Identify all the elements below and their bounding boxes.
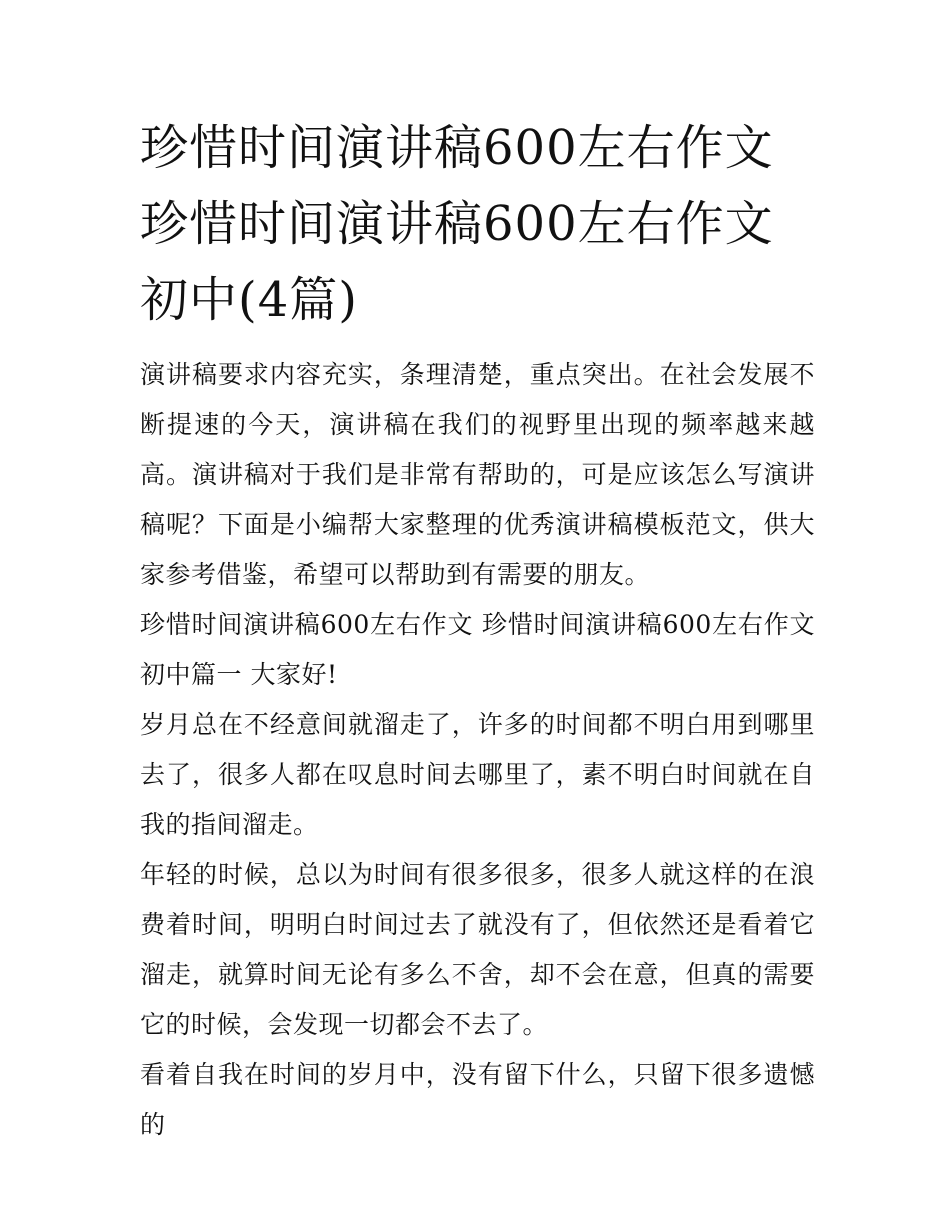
paragraph-body-1: 岁月总在不经意间就溜走了，许多的时间都不明白用到哪里去了，很多人都在叹息时间去哪里了，素不明白时间就在自我的指间溜走。 (140, 710, 815, 839)
paragraph-intro: 演讲稿要求内容充实，条理清楚，重点突出。在社会发展不断提速的今天，演讲稿在我们的视野里出现的频率越来越高。演讲稿对于我们是非常有帮助的，可是应该怎么写演讲稿呢？下面是小编帮大家整理的优秀演讲稿模板范文，供大家参考借鉴，希望可以帮助到有需要的朋友。 (140, 360, 815, 589)
document-page (140, 110, 815, 1150)
paragraph-body-2: 年轻的时候，总以为时间有很多很多，很多人就这样的在浪费着时间，明明白时间过去了就没有了，但依然还是看着它溜走，就算时间无论有多么不舍，却不会在意，但真的需要它的时候，会发现一切都会不去了。 (140, 860, 815, 1039)
paragraph-section-heading: 珍惜时间演讲稿600左右作文 珍惜时间演讲稿600左右作文初中篇一 大家好! (140, 610, 815, 689)
paragraph-body-3: 看着自我在时间的岁月中，没有留下什么，只留下很多遗憾的 (140, 1060, 815, 1139)
document-title: 珍惜时间演讲稿600左右作文 珍惜时间演讲稿600左右作文初中(4篇) (140, 120, 774, 328)
